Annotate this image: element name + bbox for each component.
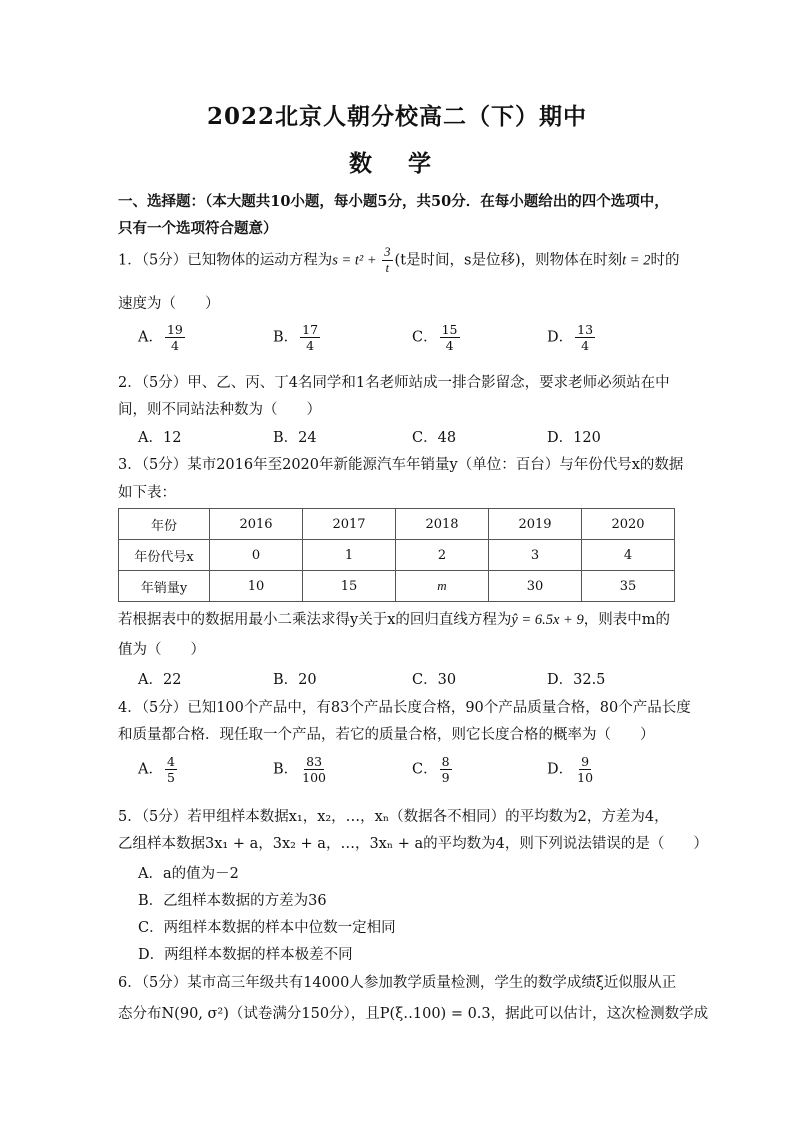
table-cell: 35: [582, 571, 675, 602]
q1-option-b-label: B．: [273, 329, 299, 346]
q1-option-b-den: 4: [306, 338, 315, 353]
table-cell: 30: [489, 571, 582, 602]
q5-option-b: B．乙组样本数据的方差为36: [138, 893, 327, 909]
data-table: [118, 508, 675, 602]
q1-prefix: 1．（5分）已知物体的运动方程为: [118, 252, 333, 269]
table-cell: 2020: [582, 509, 675, 540]
q3-text-b: ，则表中m的: [583, 612, 670, 628]
subject-title: 数 学: [348, 150, 445, 177]
q2-option-d: D．120: [547, 430, 601, 446]
q1-fraction-denominator: t: [385, 261, 390, 275]
table-cell: 4: [582, 540, 675, 571]
q4-option-a-num: 4: [166, 754, 175, 769]
q4-option-d-den: 10: [577, 770, 594, 785]
q4-option-c: [412, 754, 454, 785]
q2-option-c: C．48: [412, 430, 457, 446]
q4-option-c-label: C．: [412, 761, 438, 778]
q1-option-c: [412, 322, 462, 353]
q1-option-b: [273, 322, 322, 353]
q4-option-c-num: 8: [441, 754, 450, 769]
q4-option-b-num: 83: [306, 754, 323, 769]
q4-option-d: [547, 754, 597, 785]
question-3-line-3: [118, 608, 670, 629]
q5-option-a: A．a的值为－2: [138, 866, 239, 882]
question-1-line-1: [118, 245, 679, 276]
q4-option-a: [138, 754, 179, 785]
table-cell: 2018: [396, 509, 489, 540]
q1-option-d-den: 4: [581, 338, 590, 353]
q3-text-a: 若根据表中的数据用最小二乘法求得y关于x的回归直线方程为: [118, 612, 512, 628]
q1-fraction: [382, 245, 392, 276]
table-cell: 1: [303, 540, 396, 571]
q4-option-c-den: 9: [441, 770, 450, 785]
question-4-line-2: 和质量都合格．现任取一个产品，若它的质量合格，则它长度合格的概率为（ ）: [118, 727, 655, 743]
q4-option-b: [273, 754, 330, 785]
question-4-line-1: 4．（5分）已知100个产品中，有83个产品长度合格，90个产品质量合格，80个产品长度: [118, 700, 691, 716]
section-heading-line-1: 一、选择题：（本大题共10小题，每小题5分，共50分．在每小题给出的四个选项中，: [118, 193, 669, 210]
q3-regression-eq: ŷ = 6.5x + 9: [511, 612, 584, 628]
q4-option-b-label: B．: [273, 761, 299, 778]
table-cell: 年销量y: [119, 571, 210, 602]
question-5-line-1: 5．（5分）若甲组样本数据x₁，x₂，…，xₙ（数据各不相同）的平均数为2，方差为4，: [118, 809, 669, 825]
table-cell: 年份: [119, 509, 210, 540]
q1-option-c-den: 4: [445, 338, 454, 353]
q1-option-c-num: 15: [441, 322, 458, 337]
table-row: [119, 509, 675, 540]
question-2-line-2: 间，则不同站法种数为（ ）: [118, 402, 321, 418]
table-cell: 2: [396, 540, 489, 571]
q3-option-b: B．20: [273, 672, 317, 688]
q3-option-c: C．30: [412, 672, 457, 688]
table-row: [119, 571, 675, 602]
question-2-line-1: 2．（5分）甲、乙、丙、丁4名同学和1名老师站成一排合影留念，要求老师必须站在中: [118, 375, 670, 391]
q5-option-d: D．两组样本数据的样本极差不同: [138, 947, 353, 963]
q1-option-d-label: D．: [547, 329, 574, 346]
q1-option-d-num: 13: [577, 322, 594, 337]
table-cell: 15: [303, 571, 396, 602]
q3-option-a: A．22: [138, 672, 182, 688]
table-cell: 2019: [489, 509, 582, 540]
q2-option-a: A．12: [138, 430, 182, 446]
table-cell: 0: [210, 540, 303, 571]
table-row: [119, 540, 675, 571]
q1-suffix: 时的: [650, 252, 680, 269]
question-3-line-2: 如下表：: [118, 485, 176, 501]
question-5-line-2: 乙组样本数据3x₁ + a，3x₂ + a，…，3xₙ + a的平均数为4，则下列说法错误的是（ ）: [118, 836, 708, 852]
q4-option-a-label: A．: [138, 761, 163, 778]
q4-option-b-den: 100: [302, 770, 327, 785]
question-1-line-2: 速度为（ ）: [118, 296, 220, 312]
question-3-line-4: 值为（ ）: [118, 642, 205, 658]
q2-option-b: B．24: [273, 430, 317, 446]
question-3-line-1: 3．（5分）某市2016年至2020年新能源汽车年销量y（单位：百台）与年份代号x的数据: [118, 457, 684, 473]
q1-time-eq: t = 2: [622, 252, 651, 269]
q1-option-a-den: 4: [170, 338, 179, 353]
table-cell: m: [396, 571, 489, 602]
table-cell: 年份代号x: [119, 540, 210, 571]
q1-option-a-label: A．: [138, 329, 163, 346]
question-6-line-1: 6．（5分）某市高三年级共有14000人参加教学质量检测，学生的数学成绩ξ近似服从正: [118, 975, 677, 991]
page-title: 2022北京人朝分校高二（下）期中: [206, 103, 587, 130]
table-cell: 3: [489, 540, 582, 571]
q1-option-d: [547, 322, 597, 353]
q5-option-c: C．两组样本数据的样本中位数一定相同: [138, 920, 396, 936]
q4-option-d-label: D．: [547, 761, 574, 778]
q1-middle: (t是时间，s是位移)，则物体在时刻: [394, 252, 623, 269]
table-cell: 2017: [303, 509, 396, 540]
q1-option-a: [138, 322, 187, 353]
q1-option-b-num: 17: [302, 322, 319, 337]
q4-option-a-den: 5: [166, 770, 175, 785]
question-6-line-2: 态分布N(90, σ²)（试卷满分150分），且P(ξ‥100) = 0.3，据此可以估计，这次检测数学成: [118, 1006, 709, 1022]
table-cell: 2016: [210, 509, 303, 540]
table-cell: 10: [210, 571, 303, 602]
section-heading-line-2: 只有一个选项符合题意）: [118, 220, 278, 237]
q1-option-a-num: 19: [166, 322, 183, 337]
q3-option-d: D．32.5: [547, 672, 606, 688]
q1-option-c-label: C．: [412, 329, 438, 346]
q1-equation-lhs: s = t² +: [332, 252, 381, 269]
q4-option-d-num: 9: [581, 754, 590, 769]
q1-fraction-numerator: 3: [384, 245, 391, 259]
